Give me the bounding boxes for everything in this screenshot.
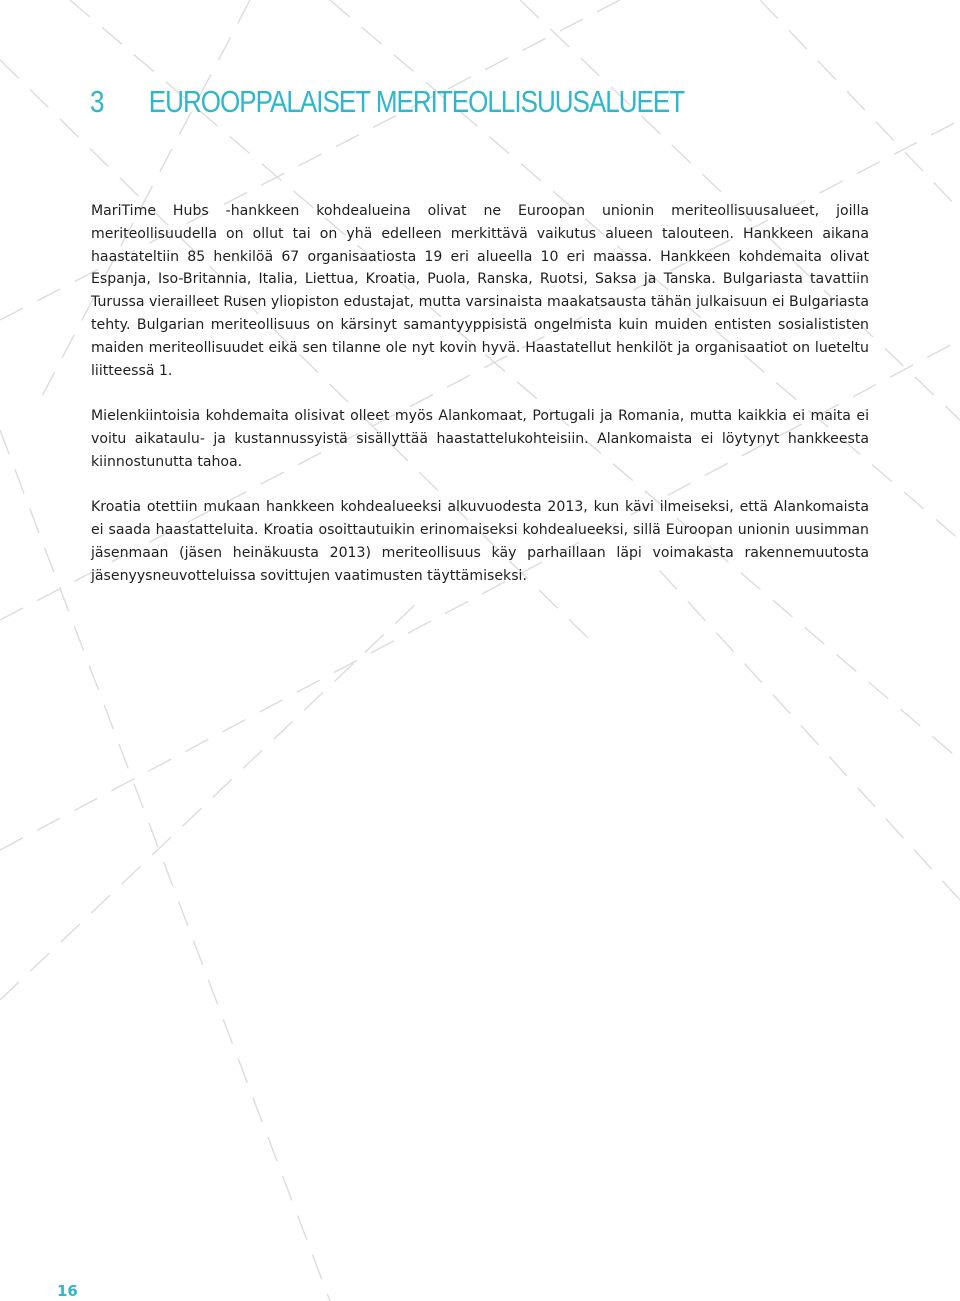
paragraph-other-countries: Mielenkiintoisia kohdemaita olisivat olleet myös Alankomaat, Portugali ja Romania, mutta kaikkia ei maita ei voitu aikataulu- ja kustannussyistä sisällyttää haastattelukohteisiin. Alankomaista ei löytynyt hankkeesta kiinnostunutta tahoa. [91,408,869,470]
chapter-number: 3 [90,84,104,119]
paragraph-intro: MariTime Hubs -hankkeen kohdealueina olivat ne Euroopan unionin meriteollisuusalueet, joilla meriteollisuudella on ollut tai on yhä edelleen merkittävä vaikutus alueen talouteen. Hankkeen aikana haastateltiin 85 henkilöä 67 organisaatiosta 19 eri alueella 10 eri maassa. Hankkeen kohdemaita olivat Espanja, Iso-Britannia, Italia, Liettua, Kroatia, Puola, Ranska, Ruotsi, Saksa ja Tanska. Bulgariasta tavattiin Turussa vierailleet Rusen yliopiston edustajat, mutta varsinaista maakatsausta tähän julkaisuun ei Bulgariasta tehty. Bulgarian meriteollisuus on kärsinyt samantyyppisistä ongelmista kuin muiden entisten sosialististen maiden meriteollisuudet eikä sen tilanne ole nyt kovin hyvä. Haastatellut henkilöt ja organisaatiot on lueteltu liitteessä 1. [91,203,869,379]
chapter-heading [90,84,684,128]
body-text [91,200,869,610]
chapter-title: EUROOPPALAISET MERITEOLLISUUSALUEET [148,84,685,119]
paragraph-croatia: Kroatia otettiin mukaan hankkeen kohdealueeksi alkuvuodesta 2013, kun kävi ilmeiseksi, että Alankomaista ei saada haastatteluita. Kroatia osoittautuikin erinomaiseksi kohdealueeksi, sillä Euroopan unionin uusimman jäsenmaan (jäsen heinäkuusta 2013) meriteollisuus käy parhaillaan läpi voimakasta rakennemuutosta jäsenyysneuvotteluissa sovittujen vaatimusten täyttämiseksi. [91,499,869,584]
page-number: 16 [57,1282,78,1300]
